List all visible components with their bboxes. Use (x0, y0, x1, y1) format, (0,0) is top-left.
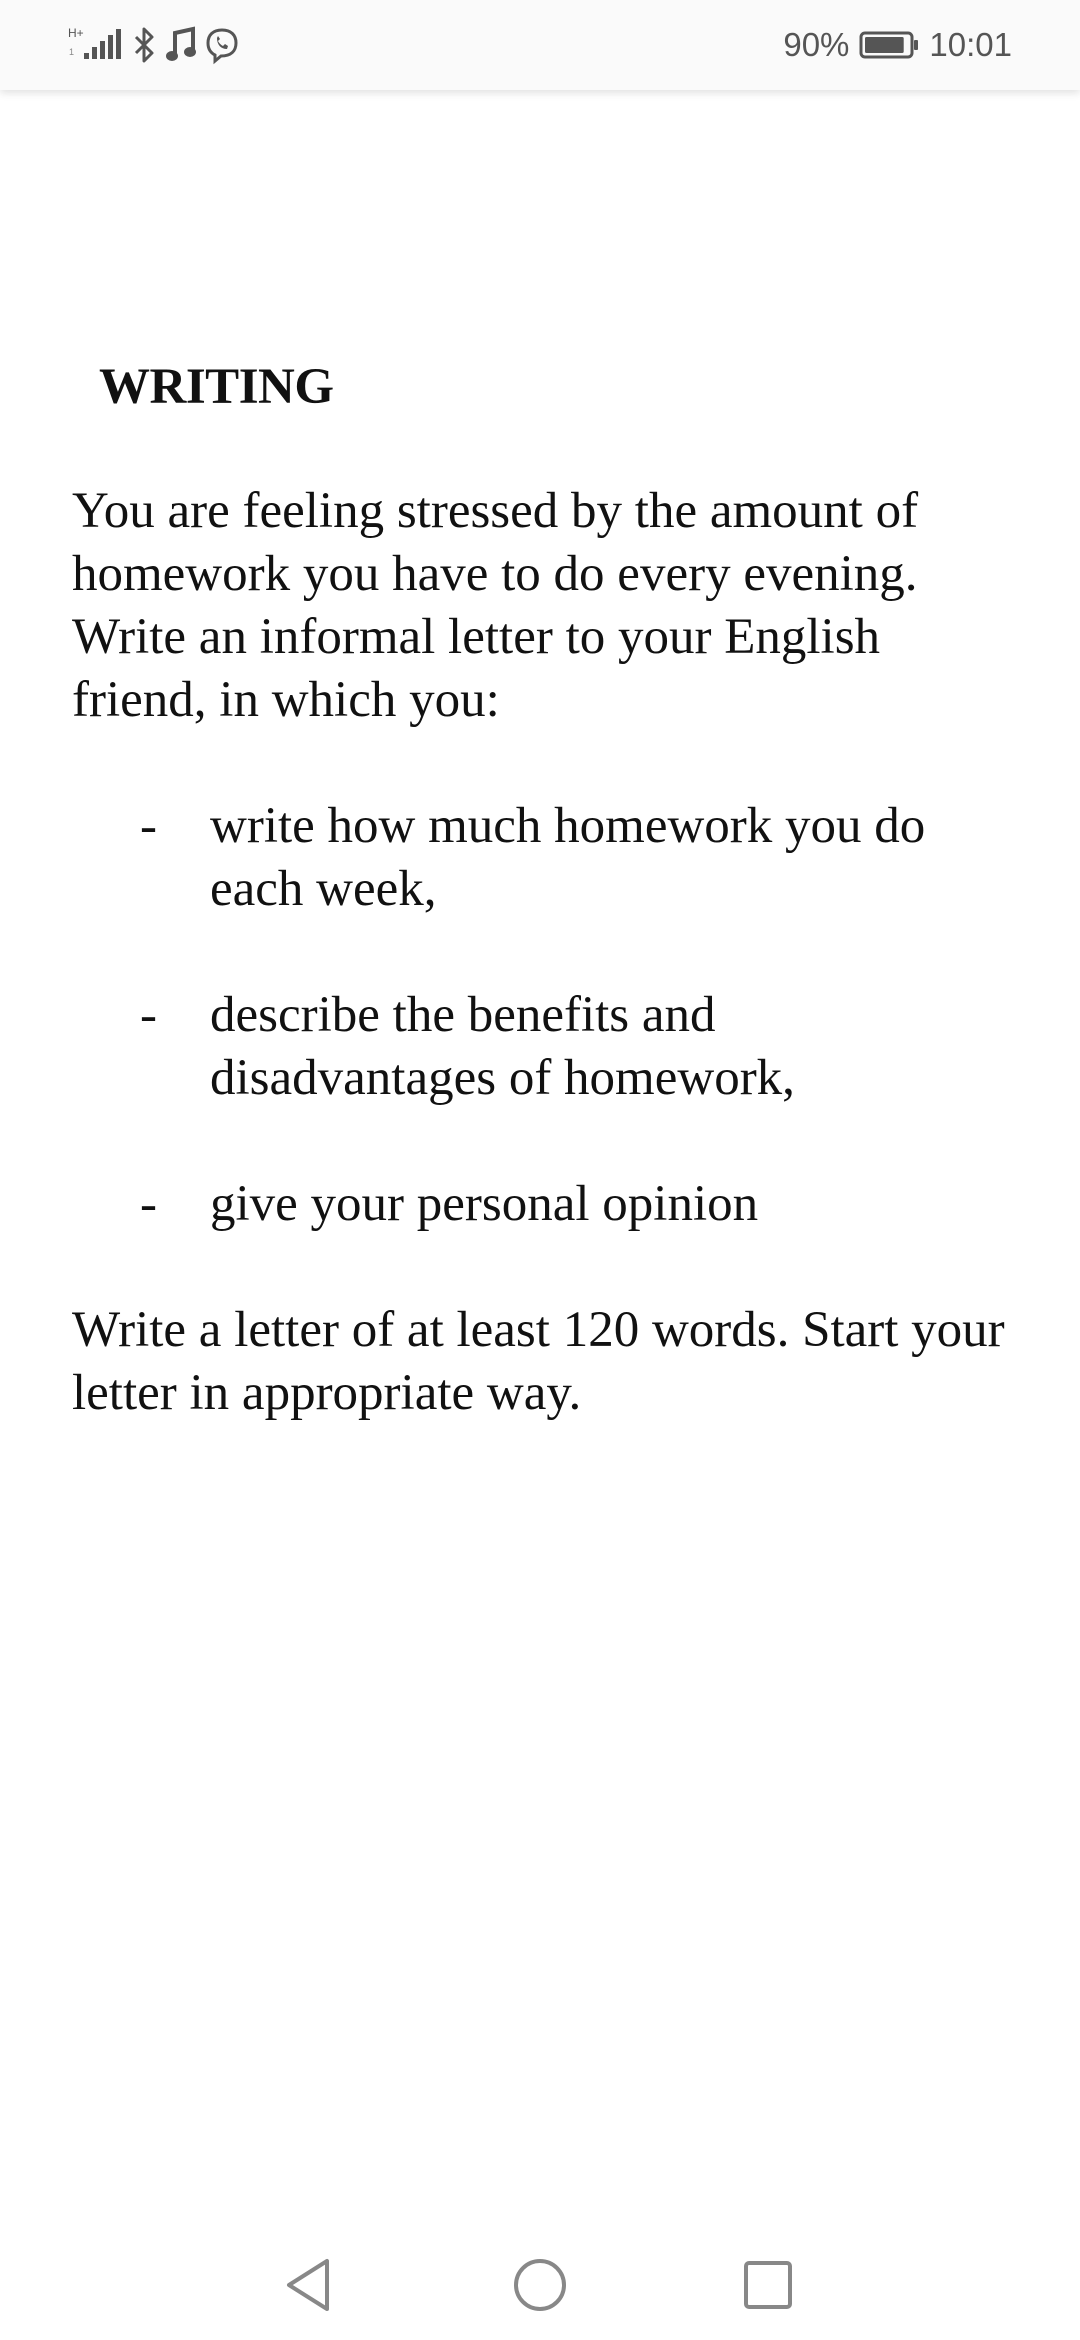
battery-percent: 90% (783, 26, 850, 63)
navigation-bar (0, 2230, 1080, 2340)
status-bar (0, 0, 1080, 90)
bullet-dash: - (140, 1176, 157, 1232)
battery-icon (859, 30, 919, 60)
back-icon (281, 2255, 335, 2315)
closing-paragraph: Write a letter of at least 120 words. Start your letter in appropriate way. (72, 1302, 1005, 1421)
task-text: give your personal opinion (210, 1176, 759, 1232)
list-item (72, 1173, 1012, 1236)
status-right (783, 22, 1012, 68)
viber-icon (204, 25, 240, 65)
recent-apps-icon (740, 2257, 796, 2313)
task-text: write how much homework you do each week, (210, 798, 926, 917)
list-item (72, 795, 1012, 921)
intro-paragraph: You are feeling stressed by the amount of homework you have to do every evening. Write an informal letter to your English friend, in which you: (72, 483, 919, 728)
status-icons (68, 24, 240, 66)
music-note-icon (164, 25, 198, 65)
task-list (72, 795, 1012, 1236)
bullet-dash: - (140, 987, 157, 1043)
list-item (72, 984, 1012, 1110)
network-type: H+ (68, 26, 84, 40)
bluetooth-icon (130, 25, 158, 65)
bullet-dash: - (140, 798, 157, 854)
back-button[interactable] (273, 2250, 343, 2320)
task-text: describe the benefits and disadvantages of homework, (210, 987, 795, 1106)
home-button[interactable] (505, 2250, 575, 2320)
recent-apps-button[interactable] (733, 2250, 803, 2320)
page-title: WRITING (99, 359, 334, 415)
home-icon (510, 2255, 570, 2315)
clock: 10:01 (929, 26, 1012, 63)
signal-icon (68, 25, 124, 65)
svg-text:1: 1 (69, 47, 75, 57)
document-content (72, 352, 1012, 1425)
